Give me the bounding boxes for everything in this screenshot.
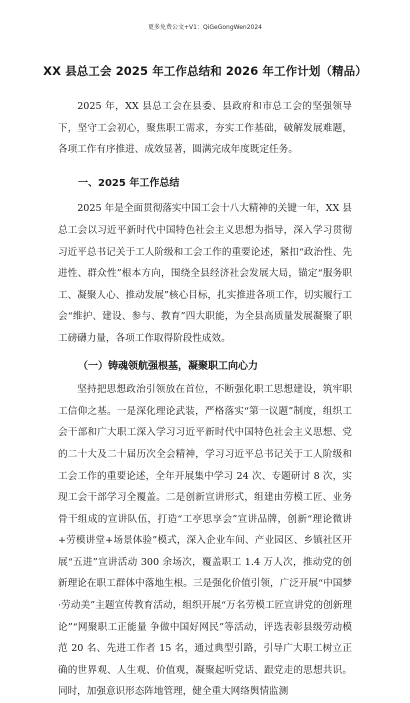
document-body [58,96,352,703]
header-note: 更多免费公文+V1：QiGeGongWen2024 [148,24,262,31]
subsection-paragraph: 坚持把思想政治引领放在首位，不断强化职工思想建设，筑牢职工信仰之基。一是深化理论武装，严格落实“第一议题”制度，组织工会干部和广大职工深入学习习近平新时代中国特色社会主义思想、党的二十大及二十届历次全会精神，学习习近平总书记关于工人阶级和工会工作的重要论述，全年开展集中学习 24 次、专题研讨 8 次，实现工会干部学习全覆盖。二是创新宣讲形式，组建由劳模工匠、业务骨干组成的宣讲队伍，打造“工亭思享会”宣讲品牌，创新“理论微讲+劳模讲堂+场景体验”模式，深入企业车间、产业园区、乡镇社区开展“五进”宣讲活动 300 余场次，覆盖职工 1.4 万人次，推动党的创新理论在职工群体中落地生根。三是强化价值引领，广泛开展“中国梦·劳动美”主题宣传教育活动，组织开展“万名劳模工匠宣讲党的创新理论”“网聚职工正能量 争做中国好网民”等活动，评选表彰县级劳动模范 20 名、先进工作者 15 名，通过典型引路，引导广大职工树立正确的世界观、人生观、价值观，凝聚起听党话、跟党走的思想共识。同时，加强意识形态阵地管理，健全重大网络舆情监测 [58,384,352,698]
intro-paragraph: 2025 年，XX 县总工会在县委、县政府和市总工会的坚强领导下，坚守工会初心，聚焦职工需求，夯实工作基础，破解发展难题，各项工作有序推进、成效显著，圆满完成年度既定任务。 [58,101,352,156]
section-heading: 一、2025 年工作总结 [78,177,180,189]
section-intro-paragraph: 2025 年是全面贯彻落实中国工会十八大精神的关键一年，XX 县总工会以习近平新时代中国特色社会主义思想为指导，深入学习贯彻习近平总书记关于工人阶级和工会工作的重要论述，紧扣“政治性、先进性、群众性”根本方向，围绕全县经济社会发展大局，锚定“服务职工、凝聚人心、推动发展”核心目标，扎实推进各项工作，切实履行工会“维护、建设、参与、教育”四大职能，为全县高质量发展凝聚了职工磅礴力量，各项工作取得阶段性成效。 [58,203,352,344]
document-title: XX 县总工会 2025 年工作总结和 2026 年工作计划（精品） [43,64,367,78]
subsection-heading: （一）铸魂领航强根基，凝聚职工向心力 [78,360,258,372]
